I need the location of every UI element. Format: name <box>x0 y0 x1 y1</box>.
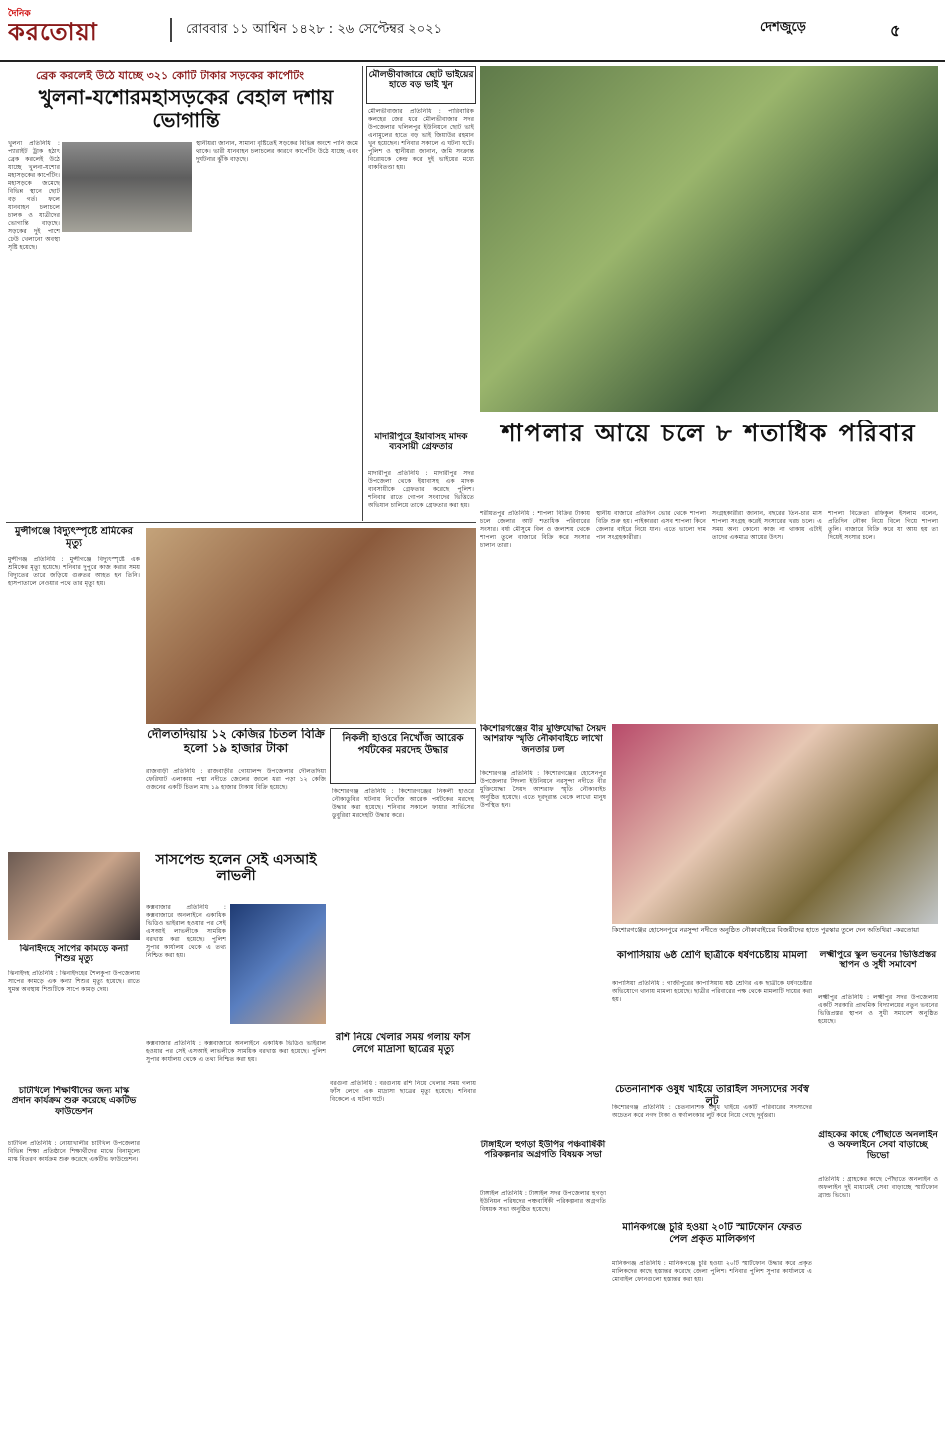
shapla-col1: শরীয়তপুর প্রতিনিধি : শাপলা বিক্রির টাকায় চলে জেলার আট শতাধিক পরিবারের সংসার। বর্ষা মৌসুমে বিল ও জলাশয় থেকে শাপলা তুলে বাজারে বিক্রি করে সংসার চালান তারা। <box>480 510 590 549</box>
dateline: রোববার ১১ আশ্বিন ১৪২৮ : ২৬ সেপ্টেম্বর ২০২১ <box>170 18 730 42</box>
kishoreganj-body: কিশোরগঞ্জ প্রতিনিধি : কিশোরগঞ্জের হোসেনপুর উপজেলার সিদলা ইউনিয়নে নরসুন্দা নদীতে বীর মুক্তিযোদ্ধা সৈয়দ আশরাফ স্মৃতি নৌকাবাইচ অনুষ্ঠিত হয়েছে। এতে দূরদূরান্ত থেকে লাখো মানুষ উপস্থিত হন। <box>480 770 606 809</box>
police-photo <box>230 904 326 1024</box>
shapla-photo <box>480 66 938 412</box>
tarail-headline: চেতনানাশক ওষুধ খাইয়ে তারাইল সদস্যদের সর্বস্ব লুট <box>615 1084 809 1107</box>
jhenaidah-headline: ঝিনাইদহে সাপের কামড়ে কন্যা শিশুর মৃত্যু <box>19 944 129 965</box>
road-photo <box>62 142 192 232</box>
nikli-headline: নিকলী হাওরে নিখোঁজ আরেক পর্যটকের মরদেহ উদ্ধার <box>330 728 476 784</box>
madaripur-body: মাদারীপুর প্রতিনিধি : মাদারীপুর সদর উপজেলা থেকে ইয়াবাসহ এক মাদক ব্যবসায়ীকে গ্রেফতার করেছে পুলিশ। শনিবার রাতে গোপন সংবাদের ভিত্তিতে অভিযান চালিয়ে তাকে গ্রেফতার করা হয়। <box>368 470 474 509</box>
jhenaidah-body: ঝিনাইদহ প্রতিনিধি : ঝিনাইদহের শৈলকুপা উপজেলায় সাপের কামড়ে এক কন্যা শিশুর মৃত্যু হয়েছে। রাতে ঘুমন্ত অবস্থায় শিশুটিকে সাপে কামড় দেয়। <box>8 970 140 993</box>
row-rule <box>6 522 476 523</box>
shapla-headline: শাপলার আয়ে চলে ৮ শতাধিক পরিবার <box>501 420 917 447</box>
kapasia-body: কাপাসিয়া প্রতিনিধি : গাজীপুরের কাপাসিয়ায় ষষ্ঠ শ্রেণির এক ছাত্রীকে ধর্ষণচেষ্টার অভিযোগে থানায় মামলা হয়েছে। ছাত্রীর পরিবারের পক্ষ থেকে মামলাটি দায়ের করা হয়। <box>612 980 812 1003</box>
boatrace-photo <box>612 724 938 924</box>
manikganj-body: মানিকগঞ্জ প্রতিনিধি : মানিকগঞ্জে চুরি হওয়া ২০টি স্মার্টফোন উদ্ধার করে প্রকৃত মালিকদের কাছে হস্তান্তর করেছে জেলা পুলিশ। শনিবার পুলিশ সুপার কার্যালয়ে এ মোবাইল ফোনগুলো হস্তান্তর করা হয়। <box>612 1260 812 1283</box>
fish-headline: দৌলতদিয়ায় ১২ কেজির চিতল বিক্রি হলো ১৯ হাজার টাকা <box>147 728 325 755</box>
tangail-body: টাঙ্গাইল প্রতিনিধি : টাঙ্গাইল সদর উপজেলার হুগড়া ইউনিয়ন পরিষদের পঞ্চবার্ষিকী পরিকল্পনার অগ্রগতি বিষয়ক সভা অনুষ্ঠিত হয়েছে। <box>480 1190 606 1213</box>
online-body: প্রতিনিধি : গ্রাহকের কাছে পৌঁছাতে অনলাইন ও অফলাইন দুই মাধ্যমেই সেবা বাড়াচ্ছে স্মার্টফোন ব্র্যান্ড ভিভো। <box>818 1176 938 1199</box>
madaripur-headline: মাদারীপুরে ইয়াবাসহ মাদক ব্যবসায়ী গ্রেফতার <box>374 432 468 453</box>
shapla-col4: শাপলা বিক্রেতা রফিকুল ইসলাম বলেন, প্রতিদিন নৌকা নিয়ে বিলে গিয়ে শাপলা তুলি। বাজারে বিক্রি করে যা আয় হয় তা দিয়েই সংসার চলে। <box>828 510 938 541</box>
tangail-headline: টাঙ্গাইলে হুগড়া ইউপির পঞ্চবার্ষিকী পরিকল্পনার অগ্রগতি বিষয়ক সভা <box>480 1140 606 1161</box>
shapla-col2: স্থানীয় বাজারে প্রতিদিন ভোর থেকে শাপলা বিক্রি শুরু হয়। পাইকাররা এসব শাপলা কিনে জেলার বাইরে নিয়ে যান। এতে ভালো দাম পান সংগ্রহকারীরা। <box>596 510 706 541</box>
page-number: ৫ <box>890 21 901 40</box>
rope-headline: রশি নিয়ে খেলার সময় গলায় ফাঁস লেগে মাদ্রাসা ছাত্রের মৃত্যু <box>335 1032 471 1055</box>
boatrace-caption: কিশোরগঞ্জের হোসেনপুরে নরসুন্দা নদীতে অনুষ্ঠিত নৌকাবাইচের বিজয়ীদের হাতে পুরস্কার তুলে দেন অতিথিরা -করতোয়া <box>612 926 920 934</box>
masthead <box>0 0 945 62</box>
section-name: দেশজুড়ে <box>760 20 806 35</box>
rope-body: বরগুনা প্রতিনিধি : বরগুনায় রশি নিয়ে খেলার সময় গলায় ফাঁস লেগে এক মাদ্রাসা ছাত্রের মৃত্যু হয়েছে। শনিবার বিকেলে এ ঘটনা ঘটে। <box>330 1080 476 1103</box>
lakshmipur-body: লক্ষ্মীপুর প্রতিনিধি : লক্ষ্মীপুর সদর উপজেলায় একটি সরকারি প্রাথমিক বিদ্যালয়ের নতুন ভবনের ভিত্তিপ্রস্তর স্থাপন ও সুধী সমাবেশ অনুষ্ঠিত হয়েছে। <box>818 994 938 1025</box>
chatkhil-headline: চাটখিলে শিক্ষার্থীদের জন্য মাস্ক প্রদান কার্যক্রম শুরু করেছে একটিভ ফাউন্ডেশন <box>11 1086 137 1117</box>
moulvibazar-body: মৌলভীবাজার প্রতিনিধি : পারিবারিক কলহের জের ধরে মৌলভীবাজার সদর উপজেলার খলিলপুর ইউনিয়নে ছোট ভাই এনামুলের হাতে বড় ভাই জিয়াউর রহমান খুন হয়েছেন। শনিবার সকালে এ ঘটনা ঘটে। পুলিশ ও স্থানীয়রা জানান, জমি সংক্রান্ত বিরোধকে কেন্দ্র করে দুই ভাইয়ের মধ্যে বাকবিতণ্ডা হয়। <box>368 108 474 171</box>
nikli-body: কিশোরগঞ্জ প্রতিনিধি : কিশোরগঞ্জের নিকলী হাওরে নৌকাডুবির ঘটনায় নিখোঁজ আরেক পর্যটকের মরদেহ উদ্ধার করা হয়েছে। শনিবার সকালে ফায়ার সার্ভিসের ডুবুরিরা মরদেহটি উদ্ধার করে। <box>332 788 474 819</box>
kapasia-headline: কাপাসিয়ায় ৬ষ্ঠ শ্রেণি ছাত্রীকে ধর্ষণচেষ্টায় মামলা <box>616 950 808 961</box>
tarail-body: কিশোরগঞ্জ প্রতিনিধি : চেতনানাশক ওষুধ খাইয়ে একটি পরিবারের সদস্যদের অচেতন করে নগদ টাকা ও স্বর্ণালংকার লুট করে নিয়ে গেছে দুর্বৃত্তরা। <box>612 1104 812 1119</box>
fish-photo <box>146 528 476 724</box>
lead-body-col2: স্থানীয়রা জানান, সামান্য বৃষ্টিতেই সড়কের বিভিন্ন অংশে পানি জমে থাকে। ভারী যানবাহন চলাচলের কারণে কার্পেটিং উঠে যাচ্ছে এবং দুর্ঘটনার ঝুঁকি বাড়ছে। <box>196 140 358 163</box>
fish-body: রাজবাড়ী প্রতিনিধি : রাজবাড়ীর গোয়ালন্দ উপজেলার দৌলতদিয়া ফেরিঘাট এলাকায় পদ্মা নদীতে জেলের জালে ধরা পড়া ১২ কেজি ওজনের একটি চিতল মাছ ১৯ হাজার টাকায় বিক্রি হয়েছে। <box>146 768 326 791</box>
manikganj-headline: মানিকগঞ্জে চুরি হওয়া ২০টি স্মার্টফোন ফেরত পেল প্রকৃত মালিকগণ <box>622 1222 802 1245</box>
shapla-col3: সংগ্রহকারীরা জানান, বছরের তিন-চার মাস শাপলা সংগ্রহ করেই সংসারের খরচ চলে। এ সময় অন্য কোনো কাজ না থাকায় এটাই তাদের একমাত্র আয়ের উৎস। <box>712 510 822 541</box>
lead-kicker: ব্রেক করলেই উঠে যাচ্ছে ৩২১ কোটি টাকার সড়কের কার্পেটিং <box>36 70 304 82</box>
munshiganj-body: মুন্সীগঞ্জ প্রতিনিধি : মুন্সীগঞ্জে বিদ্যুৎস্পৃষ্টে এক শ্রমিকের মৃত্যু হয়েছে। শনিবার দুপুরে কাজ করার সময় বিদ্যুতের তারে জড়িয়ে গুরুতর আহত হন তিনি। হাসপাতালে নেওয়ার পথে তার মৃত্যু হয়। <box>8 556 140 587</box>
column-rule <box>362 66 363 521</box>
online-headline: গ্রাহকের কাছে পৌঁছাতে অনলাইন ও অফলাইনে সেবা বাড়াচ্ছে ভিভো <box>818 1130 938 1161</box>
lovely-body-continued: কক্সবাজার প্রতিনিধি : কক্সবাজারে অনলাইনে একাধিক ভিডিও ভাইরাল হওয়ার পর সেই এসআই লাভলীকে সাময়িক বরখাস্ত করা হয়েছে। পুলিশ সুপার কার্যালয় থেকে এ তথ্য নিশ্চিত করা হয়। <box>146 1040 326 1063</box>
lead-headline: খুলনা-যশোরমহাসড়কের বেহাল দশায় ভোগান্তি <box>38 86 334 132</box>
kishoreganj-headline: কিশোরগঞ্জের বীর মুক্তিযোদ্ধা সৈয়দ আশরাফ স্মৃতি নৌকাবাইচে লাখো জনতার ঢল <box>480 724 606 755</box>
lovely-body: কক্সবাজার প্রতিনিধি : কক্সবাজারে অনলাইনে একাধিক ভিডিও ভাইরাল হওয়ার পর সেই এসআই লাভলীকে সাময়িক বরখাস্ত করা হয়েছে। পুলিশ সুপার কার্যালয় থেকে এ তথ্য নিশ্চিত করা হয়। <box>146 904 226 959</box>
moulvibazar-headline: মৌলভীবাজারে ছোট ভাইয়ের হাতে বড় ভাই খুন <box>366 66 476 104</box>
lead-body-col1: খুলনা প্রতিনিধি : প্যারাইট ট্রাক হঠাৎ ব্রেক করলেই উঠে যাচ্ছে খুলনা-যশোর মহাসড়কের কার্পেটিং। মহাসড়কে জমেছে বিভিন্ন স্থানে ছোট বড় গর্ত। ফলে যানবাহন চলাচলে চালক ও যাত্রীদের ভোগান্তি বাড়ছে। সড়কের দুই পাশে ঢেউ খেলানো অবস্থা সৃষ্টি হয়েছে। <box>8 140 60 251</box>
brand-logo: করতোয়া <box>8 18 98 46</box>
chatkhil-body: চাটখিল প্রতিনিধি : নোয়াখালীর চাটখিল উপজেলার বিভিন্ন শিক্ষা প্রতিষ্ঠানে শিক্ষার্থীদের মাঝে বিনামূল্যে মাস্ক বিতরণ কার্যক্রম শুরু করেছে একটিভ ফাউন্ডেশন। <box>8 1140 140 1163</box>
lakshmipur-headline: লক্ষ্মীপুরে স্কুল ভবনের ভিত্তিপ্রস্তর স্থাপন ও সুধী সমাবেশ <box>819 950 937 971</box>
munshiganj-headline: মুন্সীগঞ্জে বিদ্যুৎস্পৃষ্টে শ্রমিকের মৃত্যু <box>15 526 133 549</box>
lovely-headline: সাসপেন্ড হলেন সেই এসআই লাভলী <box>155 852 317 885</box>
brand-small: দৈনিক <box>8 9 31 19</box>
child-photo <box>8 852 140 940</box>
